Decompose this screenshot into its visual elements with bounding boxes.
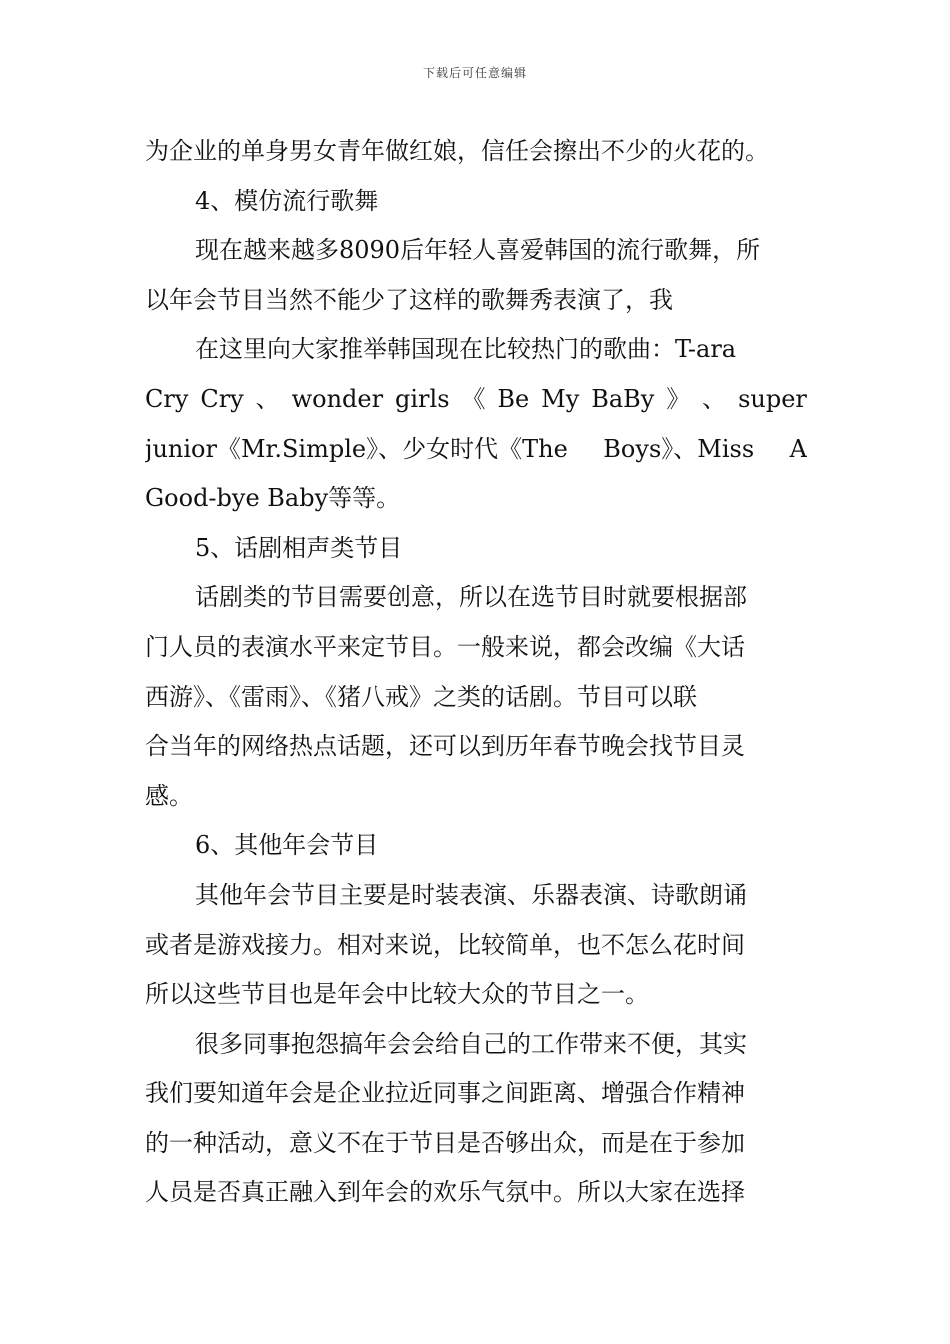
text-line: 在这里向大家推举韩国现在比较热门的歌曲：T-ara <box>195 335 737 364</box>
text-line: Good-bye Baby等等。 <box>145 484 401 513</box>
section-heading-4: 4、模仿流行歌舞 <box>195 186 379 215</box>
word: Cry <box>145 384 189 413</box>
text-line: 以年会节目当然不能少了这样的歌舞秀表演了，我 <box>145 285 673 314</box>
text-line: 其他年会节目主要是时装表演、乐器表演、诗歌朗诵 <box>195 880 747 909</box>
word: 、 <box>255 384 280 413</box>
text-line: 或者是游戏接力。相对来说，比较简单，也不怎么花时间 <box>145 930 745 959</box>
text-line: 感。 <box>145 781 193 810</box>
document-body <box>145 127 807 1218</box>
word: A <box>789 434 807 463</box>
word: My <box>541 384 580 413</box>
word: junior《Mr.Simple》、少女时代《The <box>145 434 568 463</box>
text-line: 合当年的网络热点话题，还可以到历年春节晚会找节目灵 <box>145 732 745 761</box>
text-line: 为企业的单身男女青年做红娘，信任会擦出不少的火花的。 <box>145 137 769 165</box>
text-line: 话剧类的节目需要创意，所以在选节目时就要根据部 <box>195 583 747 612</box>
page-header: 下载后可任意编辑 <box>422 66 527 80</box>
word: Boys》、Miss <box>603 434 755 463</box>
text-line: 门人员的表演水平来定节目。一般来说，都会改编《大话 <box>145 632 745 661</box>
section-heading-6: 6、其他年会节目 <box>195 831 379 860</box>
text-line: 西游》、《雷雨》、《猪八戒》之类的话剧。节目可以联 <box>145 682 697 711</box>
word: 《 <box>461 384 486 413</box>
word: 》 <box>666 384 691 413</box>
word: BaBy <box>591 384 655 413</box>
text-line: 很多同事抱怨搞年会会给自己的工作带来不便，其实 <box>195 1029 747 1058</box>
word: 、 <box>702 384 727 413</box>
song-list-line-2 <box>145 425 807 475</box>
word: girls <box>395 384 450 413</box>
word: Cry <box>200 384 244 413</box>
word: wonder <box>291 384 384 413</box>
text-line: 人员是否真正融入到年会的欢乐气氛中。所以大家在选择 <box>145 1178 745 1207</box>
text-line: 所以这些节目也是年会中比较大众的节目之一。 <box>145 980 649 1009</box>
word: super <box>738 384 807 413</box>
section-heading-5: 5、话剧相声类节目 <box>195 533 403 562</box>
text-line: 我们要知道年会是企业拉近同事之间距离、增强合作精神 <box>145 1079 745 1108</box>
text-line: 的一种活动，意义不在于节目是否够出众，而是在于参加 <box>145 1128 745 1157</box>
text-line: 现在越来越多8090后年轻人喜爱韩国的流行歌舞，所 <box>195 236 761 265</box>
word: Be <box>497 384 530 413</box>
song-list-line-1 <box>145 375 807 425</box>
